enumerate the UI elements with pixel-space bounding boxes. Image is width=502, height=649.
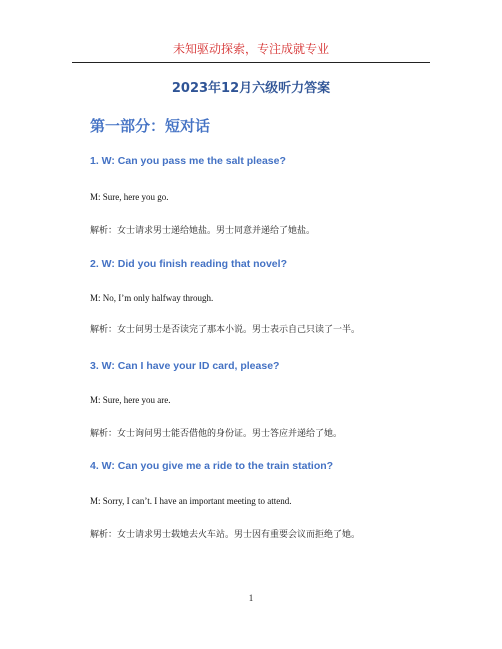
answer-1: M: Sure, here you go. [90,192,169,202]
explanation-1: 解析：女士请求男士递给她盐。男士同意并递给了她盐。 [90,226,316,236]
answer-2: M: No, I’m only halfway through. [90,293,214,303]
document-title: 2023年12月六级听力答案 [171,81,331,96]
explanation-4: 解析：女士请求男士载她去火车站。男士因有重要会议而拒绝了她。 [90,530,361,540]
header-divider [72,62,430,63]
document-header: 未知驱动探索，专注成就专业 [172,42,329,56]
page-number: 1 [248,593,254,603]
question-2: 2. W: Did you finish reading that novel? [90,258,287,270]
question-4: 4. W: Can you give me a ride to the train station? [90,460,334,472]
question-1: 1. W: Can you pass me the salt please? [90,155,286,167]
answer-4: M: Sorry, I can’t. I have an important meeting to attend. [90,496,292,506]
explanation-3: 解析：女士询问男士能否借他的身份证。男士答应并递给了她。 [90,429,343,439]
question-3: 3. W: Can I have your ID card, please? [90,360,280,372]
explanation-2: 解析：女士问男士是否读完了那本小说。男士表示自己只读了一半。 [90,325,361,335]
section-heading: 第一部分：短对话 [90,117,211,135]
answer-3: M: Sure, here you are. [90,395,171,405]
